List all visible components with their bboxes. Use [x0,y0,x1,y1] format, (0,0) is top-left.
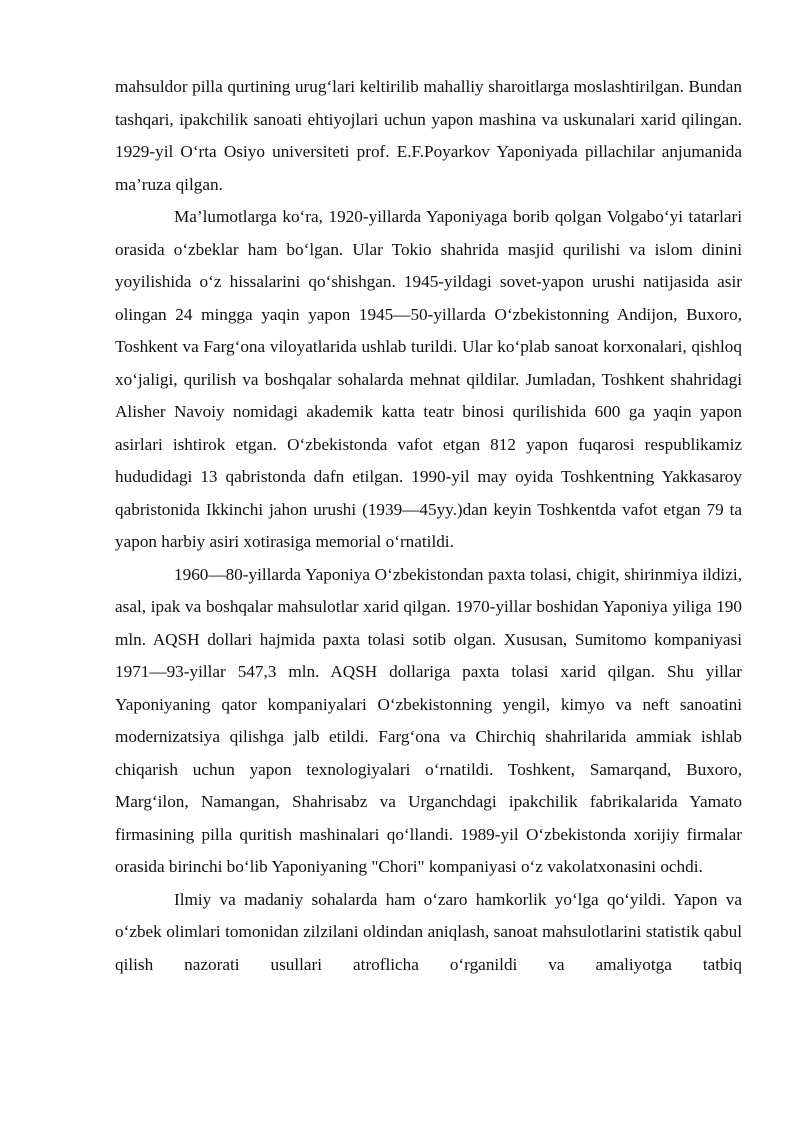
paragraph-1: mahsuldor pilla qurtining urug‘lari keltirilib mahalliy sharoitlarga moslashtirilgan. Bundan tashqari, ipakchilik sanoati ehtiyojlari uchun yapon mashina va uskunalari xarid qilingan. 1929-yil O‘rta Osiyo universiteti prof. E.F.Poyarkov Yaponiyada pillachilar anjumanida ma’ruza qilgan. [115,77,742,194]
paragraph-4: Ilmiy va madaniy sohalarda ham o‘zaro hamkorlik yo‘lga qo‘yildi. Yapon va o‘zbek olimlari tomonidan zilzilani oldindan aniqlash, sanoat mahsulotlarini statistik qabul qilish nazorati usullari atroflicha o‘rganildi va amaliyotga tatbiq [115,889,742,974]
document-page [115,71,742,981]
paragraph-2: Ma’lumotlarga ko‘ra, 1920-yillarda Yaponiyaga borib qolgan Volgabo‘yi tatarlari orasida o‘zbeklar ham bo‘lgan. Ular Tokio shahrida masjid qurilishi va islom dinini yoyilishida o‘z hissalarini qo‘shishgan. 1945-yildagi sovet-yapon urushi natijasida asir olingan 24 mingga yaqin yapon 1945—50-yillarda O‘zbekistonning Andijon, Buxoro, Toshkent va Farg‘ona viloyatlarida ushlab turildi. Ular ko‘plab sanoat korxonalari, qishloq xo‘jaligi, qurilish va boshqalar sohalarda mehnat qildilar. Jumladan, Toshkent shahridagi Alisher Navoiy nomidagi akademik katta teatr binosi qurilishida 600 ga yaqin yapon asirlari ishtirok etgan. O‘zbekistonda vafot etgan 812 yapon fuqarosi respublikamiz hududidagi 13 qabristonda dafn etilgan. 1990-yil may oyida Toshkentning Yakkasaroy qabristonida Ikkinchi jahon urushi (1939—45yy.)dan keyin Toshkentda vafot etgan 79 ta yapon harbiy asiri xotirasiga memorial o‘rnatildi. [115,207,742,551]
paragraph-3: 1960—80-yillarda Yaponiya O‘zbekistondan paxta tolasi, chigit, shirinmiya ildizi, asal, ipak va boshqalar mahsulotlar xarid qilgan. 1970-yillar boshidan Yaponiya yiliga 190 mln. AQSH dollari hajmida paxta tolasi sotib olgan. Xususan, Sumitomo kompaniyasi 1971—93-yillar 547,3 mln. AQSH dollariga paxta tolasi xarid qilgan. Shu yillar Yaponiyaning qator kompaniyalari O‘zbekistonning yengil, kimyo va neft sanoatini modernizatsiya qilishga jalb etildi. Farg‘ona va Chirchiq shahrilarida ammiak ishlab chiqarish uchun yapon texnologiyalari o‘rnatildi. Toshkent, Samarqand, Buxoro, Marg‘ilon, Namangan, Shahrisabz va Urganchdagi ipakchilik fabrikalarida Yamato firmasining pilla quritish mashinalari qo‘llandi. 1989-yil O‘zbekistonda xorijiy firmalar orasida birinchi bo‘lib Yaponiyaning "Chori" kompaniyasi o‘z vakolatxonasini ochdi. [115,564,742,876]
